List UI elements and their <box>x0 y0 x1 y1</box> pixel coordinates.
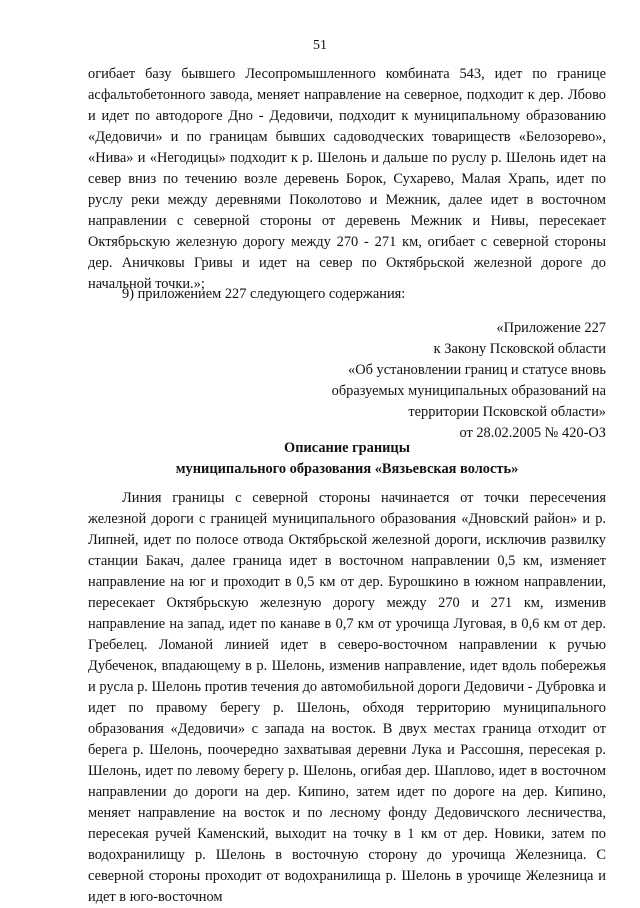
item-text: 9) приложением 227 следующего содержания: <box>122 286 406 302</box>
list-item-line <box>88 284 606 305</box>
section-heading <box>88 438 606 480</box>
paragraph-continuation: огибает базу бывшего Лесопромышленного комбината 543, идет по границе асфальтобетонного завода, меняет направление на северное, подходит к дер. Лбово и идет по автодороге Дно - Дедовичи, подходит к муниципальному образованию «Дедовичи» и по границам бывших садоводческих товариществ «Белозорево», «Нива» и «Негодицы» подходит к р. Шелонь и дальше по руслу р. Шелонь идет на север вниз по течению возле деревень Борок, Сухарево, Малая Храпь, идет по руслу реки между деревнями Поколотово и Межник, далее идет в восточном направлении с северной стороны от деревень Межник и Нивы, пересекает Октябрьскую железную дорогу между 270 - 271 км, огибает с северной стороны дер. Аничковы Гривы и идет на север по Октябрьской железной дороге до начальной точки.»; <box>88 66 606 292</box>
appendix-line-4: образуемых муниципальных образований на <box>331 383 606 399</box>
appendix-line-6: от 28.02.2005 № 420-ОЗ <box>459 425 606 441</box>
paragraph-main: Линия границы с северной стороны начинается от точки пересечения железной дороги с границей муниципального образования «Дновский район» и р. Липней, идет по полосе отвода Октябрьской железной дороги, исключив развилку станции Бакач, далее граница идет в восточном направлении 0,5 км, изменяет направление на юг и проходит в 0,5 км от дер. Бурошкино в южном направлении, пересекает Октябрьскую железную дорогу между 270 и 271 км, изменив направление на запад, идет по канаве в 0,7 км от урочища Луговая, в 0,6 км от дер. Гребелец. Ломаной линией идет в северо-восточном направлении к ручью Дубеченок, впадающему в р. Шелонь, изменив направление, идет вдоль побережья и русла р. Шелонь против течения до автомобильной дороги Дедовичи - Дубровка и идет по правому берегу р. Шелонь, обходя территорию муниципального образования «Дедовичи» с запада на восток. В двух местах граница отходит от берега р. Шелонь, поочередно захватывая деревни Лука и Рассошня, пересекая р. Шелонь, идет по левому берегу р. Шелонь, огибая дер. Шаплово, идет в восточном направлении до дороги на дер. Кипино, затем идет по дороге на дер. Кипино, меняет направление на восток и по лесному фонду Дедовичского лесничества, пересекая ручей Каменский, выходит на точку в 1 км от дер. Новики, затем по водохранилищу р. Шелонь в восточную сторону до урочища Железница. С северной стороны проходит от водохранилища р. Шелонь в урочище Железница и идет в юго-восточном <box>88 490 606 905</box>
page-number: 51 <box>313 38 327 53</box>
text-block-continuation <box>88 64 606 295</box>
heading-line-1: Описание границы <box>284 440 410 456</box>
appendix-reference <box>226 318 606 444</box>
appendix-line-1: «Приложение 227 <box>496 320 606 336</box>
appendix-line-2: к Закону Псковской области <box>433 341 606 357</box>
text-block-main <box>88 488 606 908</box>
heading-line-2: муниципального образования «Вязьевская волость» <box>175 461 519 477</box>
appendix-line-5: территории Псковской области» <box>408 404 606 420</box>
appendix-line-3: «Об установлении границ и статусе вновь <box>348 362 606 378</box>
